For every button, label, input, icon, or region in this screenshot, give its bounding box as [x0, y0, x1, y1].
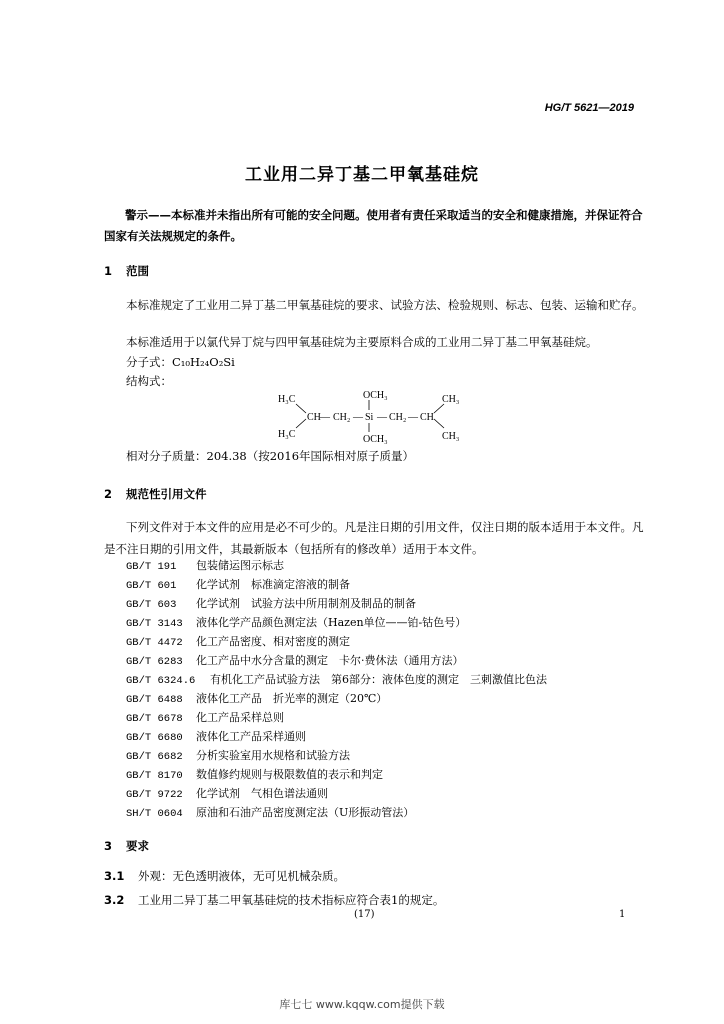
section-1-heading — [104, 263, 149, 279]
reference-code: GB/T 6680 — [126, 732, 183, 744]
scope-paragraph-1: 本标准规定了工业用二异丁基二甲氧基硅烷的要求、试验方法、检验规则、标志、包装、运输和贮存。 — [126, 298, 644, 312]
reference-code: GB/T 601 — [126, 580, 177, 592]
section-title: 范围 — [126, 264, 149, 278]
page-number: 1 — [619, 909, 626, 920]
reference-title: 分析实验室用水规格和试验方法 — [196, 749, 350, 762]
section-number: 1 — [104, 264, 113, 278]
ch2-right: CH₂ — [389, 412, 407, 423]
reference-item — [126, 728, 306, 744]
requirement-item — [104, 868, 345, 884]
h3c-top: H₃C — [278, 394, 296, 405]
molar-mass: 相对分子质量：204.38（按2016年国际相对原子质量） — [126, 449, 415, 463]
reference-code: GB/T 6283 — [126, 656, 183, 668]
formula-value: C₁₀H₂₄O₂Si — [172, 355, 235, 369]
dash-1: — — [320, 412, 330, 423]
reference-item — [126, 690, 387, 706]
ch3-bottom: CH₃ — [442, 431, 460, 442]
structure-label: 结构式： — [126, 374, 172, 388]
reference-title: 液体化工产品采样通则 — [196, 730, 306, 743]
bond-line — [296, 404, 306, 413]
h3c-bottom: H₃C — [278, 429, 296, 440]
reference-title: 化学试剂 试验方法中所用制剂及制品的制备 — [196, 597, 416, 610]
reference-code: GB/T 6324.6 — [126, 675, 196, 687]
reference-item — [126, 747, 350, 763]
reference-title: 化学试剂 标准滴定溶液的制备 — [196, 578, 350, 591]
section-3-heading — [104, 838, 149, 854]
reference-item — [126, 652, 464, 668]
reference-code: GB/T 191 — [126, 561, 177, 573]
ch-right: CH — [420, 412, 434, 423]
reference-item — [126, 557, 284, 573]
reference-title: 化工产品采样总则 — [196, 711, 284, 724]
clause-text: 外观：无色透明液体，无可见机械杂质。 — [138, 869, 345, 883]
reference-code: GB/T 6682 — [126, 751, 183, 763]
reference-title: 液体化工产品 折光率的测定（20℃） — [196, 692, 388, 705]
section-number: 2 — [104, 487, 113, 501]
reference-item — [126, 804, 414, 820]
reference-title: 液体化学产品颜色测定法（Hazen单位——铂-钴色号） — [196, 616, 467, 629]
reference-title: 化工产品中水分含量的测定 卡尔·费休法（通用方法） — [196, 654, 464, 667]
ch2-left: CH₂ — [333, 412, 351, 423]
reference-item — [126, 709, 284, 725]
warning-notice: 警示——本标准并未指出所有可能的安全问题。使用者有责任采取适当的安全和健康措施，并保证符合国家有关法规规定的条件。 — [104, 208, 643, 243]
watermark-text: 库七七 www.kqqw.com提供下载 — [279, 998, 445, 1011]
reference-code: GB/T 9722 — [126, 789, 183, 801]
reference-item — [126, 766, 383, 782]
molecular-formula — [126, 354, 235, 370]
dash-2: — — [353, 412, 363, 423]
reference-code: GB/T 4472 — [126, 637, 183, 649]
reference-code: GB/T 6488 — [126, 694, 183, 706]
reference-title: 有机化工产品试验方法 第6部分：液体色度的测定 三刺激值比色法 — [210, 673, 547, 686]
reference-code: GB/T 8170 — [126, 770, 183, 782]
bond-line — [296, 419, 306, 428]
scope-paragraph-2: 本标准适用于以氯代异丁烷与四甲氧基硅烷为主要原料合成的工业用二异丁基二甲氧基硅烷。 — [126, 335, 598, 349]
reference-item — [126, 785, 328, 801]
reference-code: GB/T 6678 — [126, 713, 183, 725]
reference-title: 原油和石油产品密度测定法（U形振动管法） — [196, 806, 415, 819]
reference-item — [126, 671, 547, 687]
reference-code: GB/T 603 — [126, 599, 177, 611]
reference-title: 包装储运图示标志 — [196, 559, 284, 572]
section-title: 规范性引用文件 — [126, 487, 207, 501]
clause-number: 3.2 — [104, 893, 125, 907]
reference-item — [126, 633, 350, 649]
reference-item — [126, 595, 416, 611]
document-title: 工业用二异丁基二甲氧基硅烷 — [245, 165, 479, 185]
structural-formula — [276, 386, 476, 444]
standard-code: HG/T 5621—2019 — [544, 102, 634, 114]
och3-bottom: OCH₃ — [363, 434, 388, 444]
dash-3: — — [377, 412, 387, 423]
section-number: 3 — [104, 839, 113, 853]
references-intro: 下列文件对于本文件的应用是必不可少的。凡是注日期的引用文件，仅注日期的版本适用于本文件。凡是不注日期的引用文件，其最新版本（包括所有的修改单）适用于本文件。 — [104, 520, 644, 556]
bond-line — [434, 404, 444, 413]
section-2-heading — [104, 486, 207, 502]
footer-sequence: (17) — [354, 909, 375, 920]
och3-top: OCH₃ — [363, 390, 388, 401]
reference-item — [126, 614, 466, 630]
dash-4: — — [408, 412, 418, 423]
bond-line — [434, 419, 444, 428]
clause-text: 工业用二异丁基二甲氧基硅烷的技术指标应符合表1的规定。 — [138, 893, 445, 907]
section-title: 要求 — [126, 839, 149, 853]
ch3-top: CH₃ — [442, 394, 460, 405]
reference-title: 化学试剂 气相色谱法通则 — [196, 787, 328, 800]
reference-title: 数值修约规则与极限数值的表示和判定 — [196, 768, 383, 781]
reference-code: SH/T 0604 — [126, 808, 183, 820]
requirement-item — [104, 892, 444, 908]
reference-item — [126, 576, 350, 592]
formula-label: 分子式： — [126, 355, 172, 369]
clause-number: 3.1 — [104, 869, 125, 883]
reference-code: GB/T 3143 — [126, 618, 183, 630]
reference-title: 化工产品密度、相对密度的测定 — [196, 635, 350, 648]
ch-left: CH — [307, 412, 321, 423]
si-atom: Si — [365, 412, 374, 423]
